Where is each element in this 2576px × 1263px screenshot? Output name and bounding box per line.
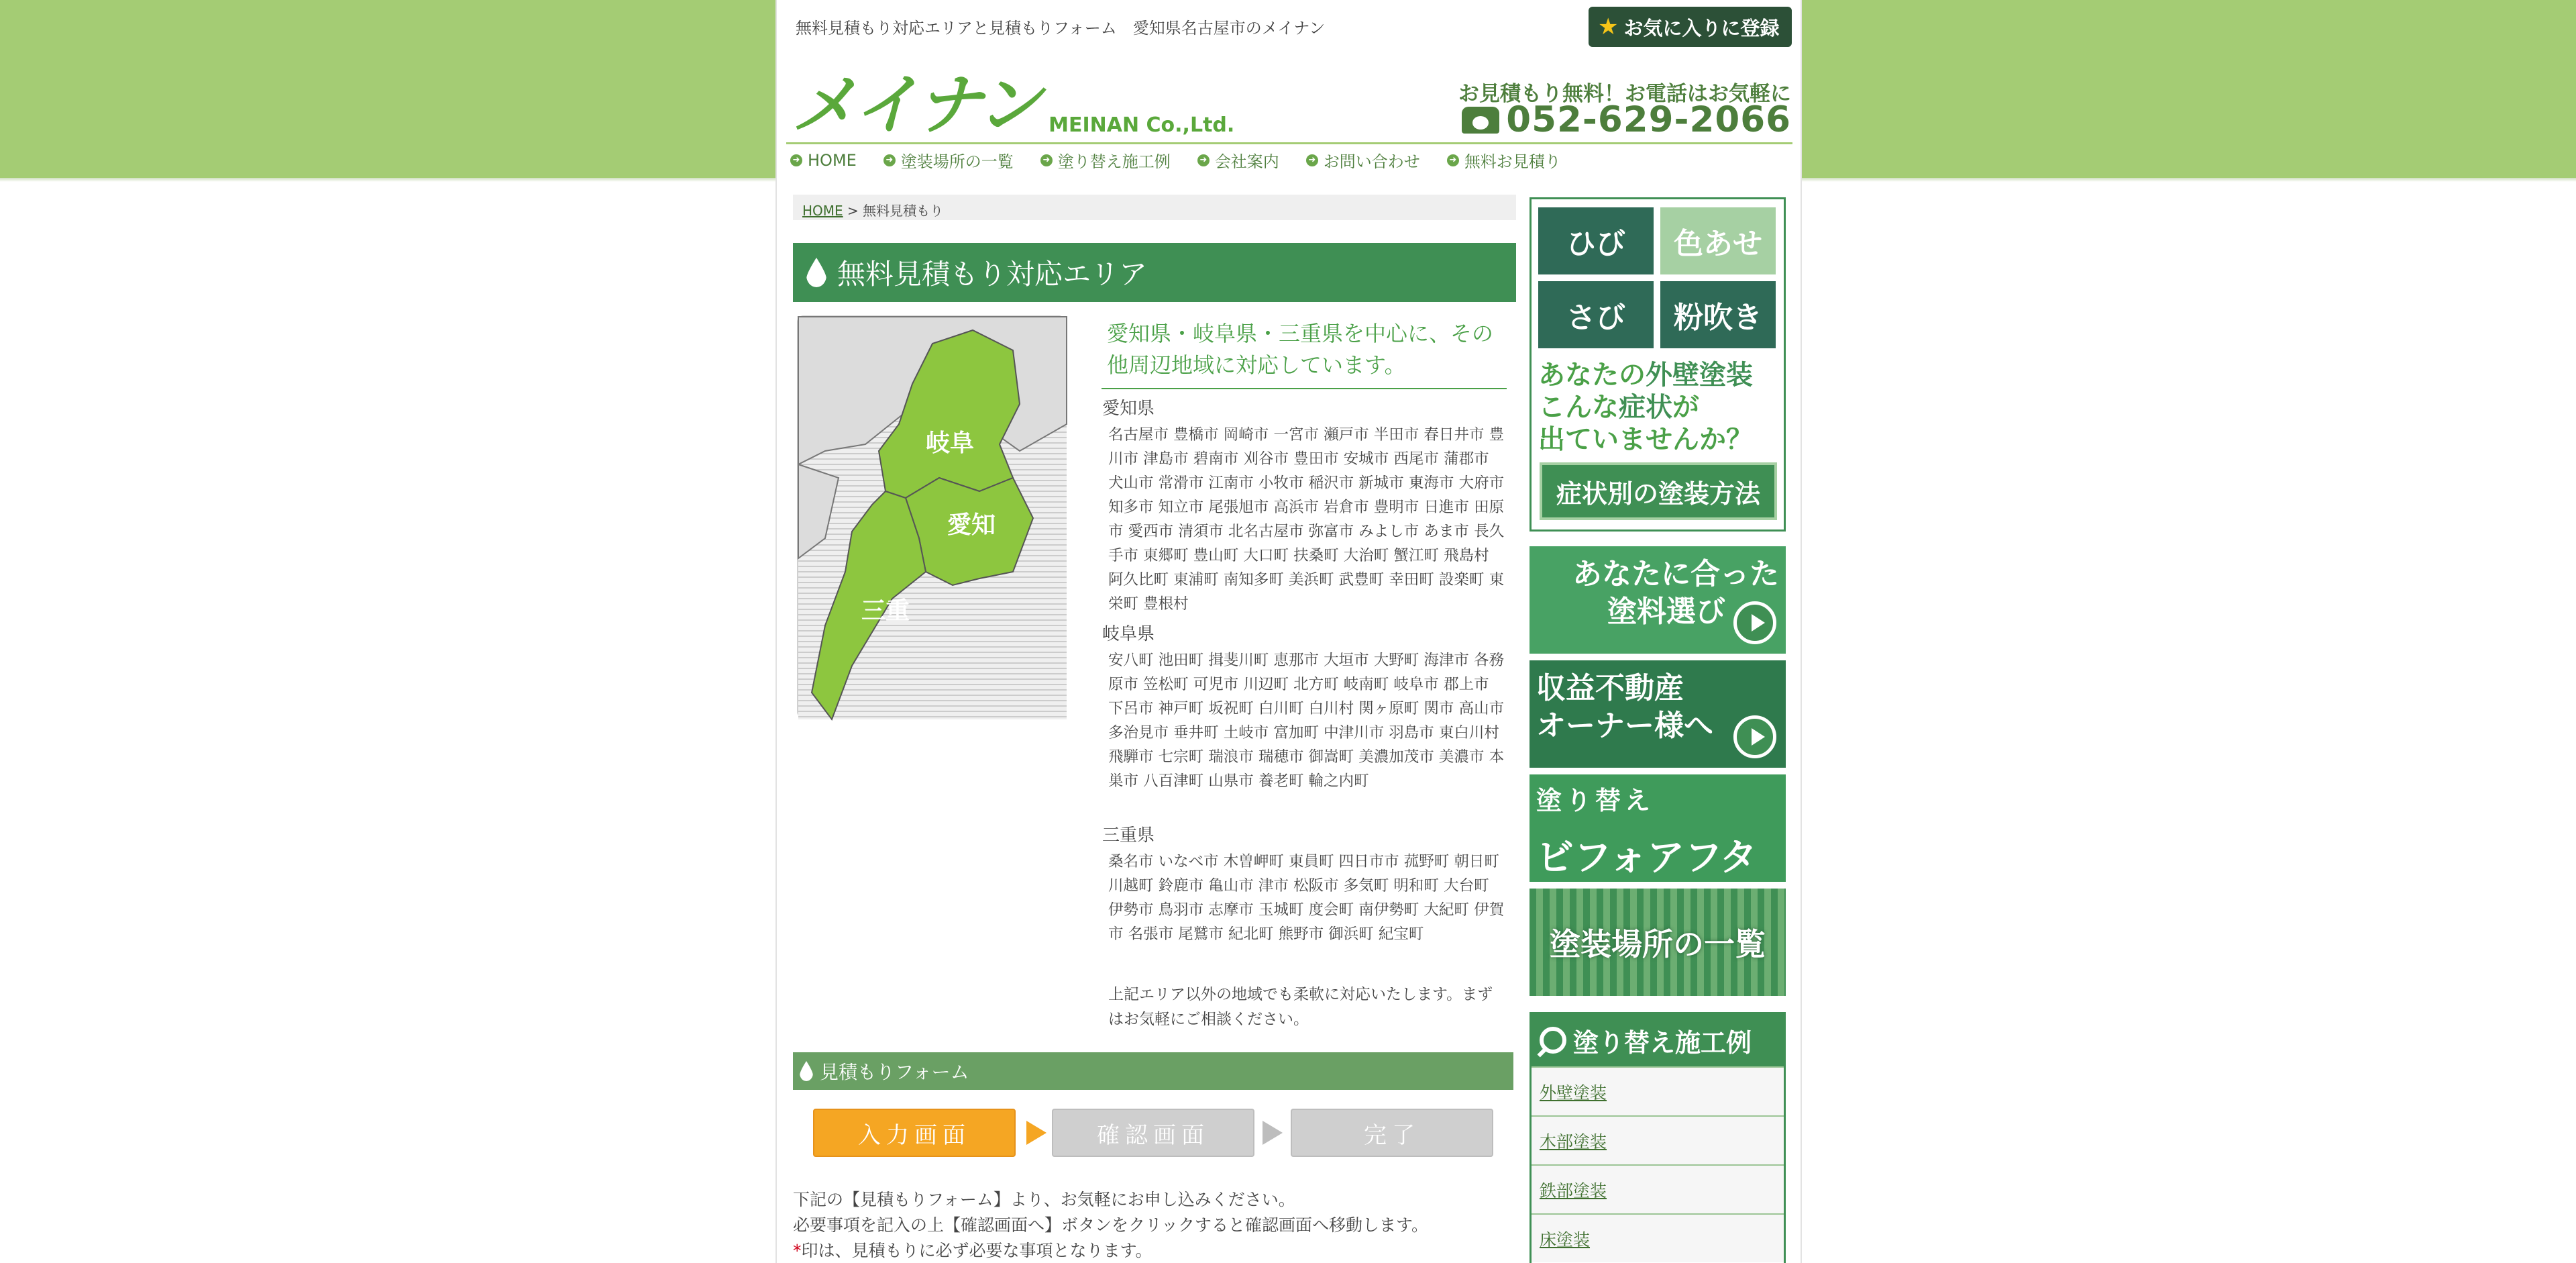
nav-item-contact[interactable] xyxy=(1306,148,1420,172)
phone-note: お見積もり無料！お電話はお気軽に xyxy=(1458,82,1791,106)
nav-item-locations[interactable] xyxy=(883,148,1014,172)
banner-line: あなたに合った xyxy=(1572,557,1779,591)
nav-item-estimate[interactable] xyxy=(1447,148,1561,172)
banner-text: 塗装場所の一覧 xyxy=(1550,926,1766,962)
arrow-right-icon: ➜ xyxy=(1447,154,1459,166)
arrow-right-icon: ➜ xyxy=(1306,154,1318,166)
logo-en: MEINAN Co.,Ltd. xyxy=(1049,113,1235,137)
required-mark: * xyxy=(793,1241,802,1260)
phone-text: 052-629-2066 xyxy=(1506,99,1791,140)
section-title xyxy=(793,243,1516,302)
symptom-question xyxy=(1538,359,1780,456)
works-item-wood[interactable]: 木部塗装 xyxy=(1532,1115,1784,1164)
prefecture-name-aichi: 愛知県 xyxy=(1102,399,1155,419)
nav-label: 会社案内 xyxy=(1214,152,1279,171)
symptom-method-button[interactable]: 症状別の塗装方法 xyxy=(1540,462,1777,520)
symptom-banner[interactable] xyxy=(1529,197,1786,532)
arrow-right-icon: ➜ xyxy=(1040,154,1053,166)
nav-item-home[interactable] xyxy=(790,151,857,170)
phone-number xyxy=(1462,99,1791,140)
banner-line: 収益不動産 xyxy=(1536,671,1684,705)
form-instruction-2: 必要事項を記入の上【確認画面へ】ボタンをクリックすると確認画面へ移動します。 xyxy=(793,1215,1429,1235)
play-icon xyxy=(1733,715,1776,758)
star-icon: ★ xyxy=(1598,13,1619,40)
paint-selection-banner[interactable] xyxy=(1529,546,1786,654)
works-title-text: 塗り替え施工例 xyxy=(1573,1027,1752,1058)
nav-label: 塗り替え施工例 xyxy=(1057,152,1171,171)
step-arrow-icon xyxy=(1026,1121,1046,1145)
form-instruction-1: 下記の【見積もりフォーム】より、お気軽にお申し込みください。 xyxy=(793,1190,1295,1209)
intro-divider xyxy=(1102,388,1507,389)
step-confirm: 確認画面 xyxy=(1052,1109,1254,1157)
works-menu-title xyxy=(1532,1014,1784,1066)
works-item-exterior[interactable]: 外壁塗装 xyxy=(1532,1066,1784,1115)
telephone-icon xyxy=(1462,107,1499,134)
step-input: 入力画面 xyxy=(813,1109,1016,1157)
banner-line: オーナー様へ xyxy=(1536,709,1713,743)
area-map xyxy=(797,315,1065,718)
step-arrow-icon xyxy=(1263,1121,1283,1145)
works-item-steel[interactable]: 鉄部塗装 xyxy=(1532,1164,1784,1213)
nav-item-works[interactable] xyxy=(1040,148,1171,172)
prefecture-name-gifu: 岐阜県 xyxy=(1102,624,1155,644)
breadcrumb xyxy=(793,195,1516,220)
drop-icon xyxy=(800,1061,813,1081)
nav-label: お問い合わせ xyxy=(1323,152,1420,171)
nav-label: 塗装場所の一覧 xyxy=(900,152,1014,171)
drop-icon xyxy=(806,258,826,287)
nav-label: HOME xyxy=(808,150,857,170)
works-item-floor[interactable]: 床塗装 xyxy=(1532,1213,1784,1262)
property-owner-banner[interactable] xyxy=(1529,660,1786,768)
symptom-fading: 色あせ xyxy=(1660,207,1776,274)
question-emphasis: 外壁塗装 xyxy=(1646,360,1753,391)
global-nav xyxy=(786,142,1792,176)
works-menu xyxy=(1529,1012,1786,1263)
banner-text xyxy=(1536,670,1713,745)
before-after-banner[interactable] xyxy=(1529,774,1786,882)
arrow-right-icon: ➜ xyxy=(883,154,896,166)
breadcrumb-home-link[interactable]: HOME xyxy=(802,203,843,219)
nav-label: 無料お見積り xyxy=(1464,152,1561,171)
page-container xyxy=(775,0,1802,1263)
map-label-mie: 三重 xyxy=(861,597,910,625)
form-instruction-3 xyxy=(793,1237,1152,1262)
banner-line: 塗料選び xyxy=(1607,595,1725,629)
question-text: あなたの xyxy=(1538,360,1646,391)
area-intro: 愛知県・岐阜県・三重県を中心に、その他周辺地域に対応しています。 xyxy=(1107,321,1494,378)
section-title-text: 無料見積もり対応エリア xyxy=(837,258,1148,291)
map-label-gifu: 岐阜 xyxy=(926,430,975,457)
banner-small-text: 塗り替え xyxy=(1536,786,1655,815)
area-map-svg xyxy=(798,317,1067,719)
question-emphasis: 症状 xyxy=(1619,392,1672,423)
city-list-gifu: 安八町 池田町 揖斐川町 恵那市 大垣市 大野町 海津市 各務原市 笠松町 可児市 川辺町 北方町 岐南町 岐阜市 郡上市 下呂市 神戸町 坂祝町 白川町 白川村 関ヶ原町 関市 高山市 多治見市 垂井町 土岐市 富加町 中津川市 羽島市 東白川村 飛騨市 七宗町 瑞浪市 瑞穂市 御嵩町 美濃加茂市 美濃市 本巣市 八百津町 山県市 養老町 輪之内町 xyxy=(1108,652,1505,790)
play-icon xyxy=(1733,601,1776,644)
banner-big-text: ビフォアフタ xyxy=(1536,836,1758,880)
favorite-label: お気に入りに登録 xyxy=(1623,16,1780,40)
question-text: が xyxy=(1672,392,1699,423)
question-text: こんな xyxy=(1538,392,1619,423)
breadcrumb-current: 無料見積もり xyxy=(863,203,944,219)
breadcrumb-separator: > xyxy=(843,203,863,219)
form-instruction-3-text: 印は、見積もりに必ず必要な事項となります。 xyxy=(801,1241,1152,1260)
site-logo[interactable] xyxy=(792,64,1235,144)
symptom-crack: ひび xyxy=(1538,207,1654,274)
step-done: 完了 xyxy=(1291,1109,1493,1157)
city-list-aichi: 名古屋市 豊橋市 岡崎市 一宮市 瀬戸市 半田市 春日井市 豊川市 津島市 碧南市 刈谷市 豊田市 安城市 西尾市 蒲郡市 犬山市 常滑市 江南市 小牧市 稲沢市 新城市 東海市 大府市 知多市 知立市 尾張旭市 高浜市 岩倉市 豊明市 日進市 田原市 愛西市 清須市 北名古屋市 弥富市 みよし市 あま市 長久手市 東郷町 豊山町 大口町 扶桑町 大治町 蟹江町 飛島村 阿久比町 東浦町 南知多町 美浜町 武豊町 幸田町 設楽町 東栄町 豊根村 xyxy=(1108,426,1505,613)
arrow-right-icon: ➜ xyxy=(790,154,802,166)
site-tagline: 無料見積もり対応エリアと見積もりフォーム 愛知県名古屋市のメイナン xyxy=(796,19,1326,38)
form-section-title xyxy=(793,1052,1513,1090)
city-list-mie: 桑名市 いなべ市 木曽岬町 東員町 四日市市 菰野町 朝日町 川越町 鈴鹿市 亀山市 津市 松阪市 多気町 明和町 大台町 伊勢市 鳥羽市 志摩市 玉城町 度会町 南伊勢町 大紀町 伊賀市 名張市 尾鷲市 紀北町 熊野市 御浜町 紀宝町 xyxy=(1108,853,1505,943)
prefecture-name-mie: 三重県 xyxy=(1102,825,1155,846)
area-note: 上記エリア以外の地域でも柔軟に対応いたします。まずはお気軽にご相談ください。 xyxy=(1108,986,1493,1028)
map-label-aichi: 愛知 xyxy=(947,511,996,539)
arrow-right-icon: ➜ xyxy=(1197,154,1210,166)
paint-locations-banner[interactable] xyxy=(1529,889,1786,996)
favorite-button[interactable] xyxy=(1589,7,1792,47)
symptom-rust: さび xyxy=(1538,281,1654,348)
form-title-text: 見積もりフォーム xyxy=(820,1061,969,1083)
symptom-chalking: 粉吹き xyxy=(1660,281,1776,348)
magnifier-icon xyxy=(1540,1027,1566,1054)
nav-item-company[interactable] xyxy=(1197,148,1279,172)
logo-kana: メイナン xyxy=(792,67,1040,144)
question-text: 出ていませんか？ xyxy=(1538,424,1753,455)
